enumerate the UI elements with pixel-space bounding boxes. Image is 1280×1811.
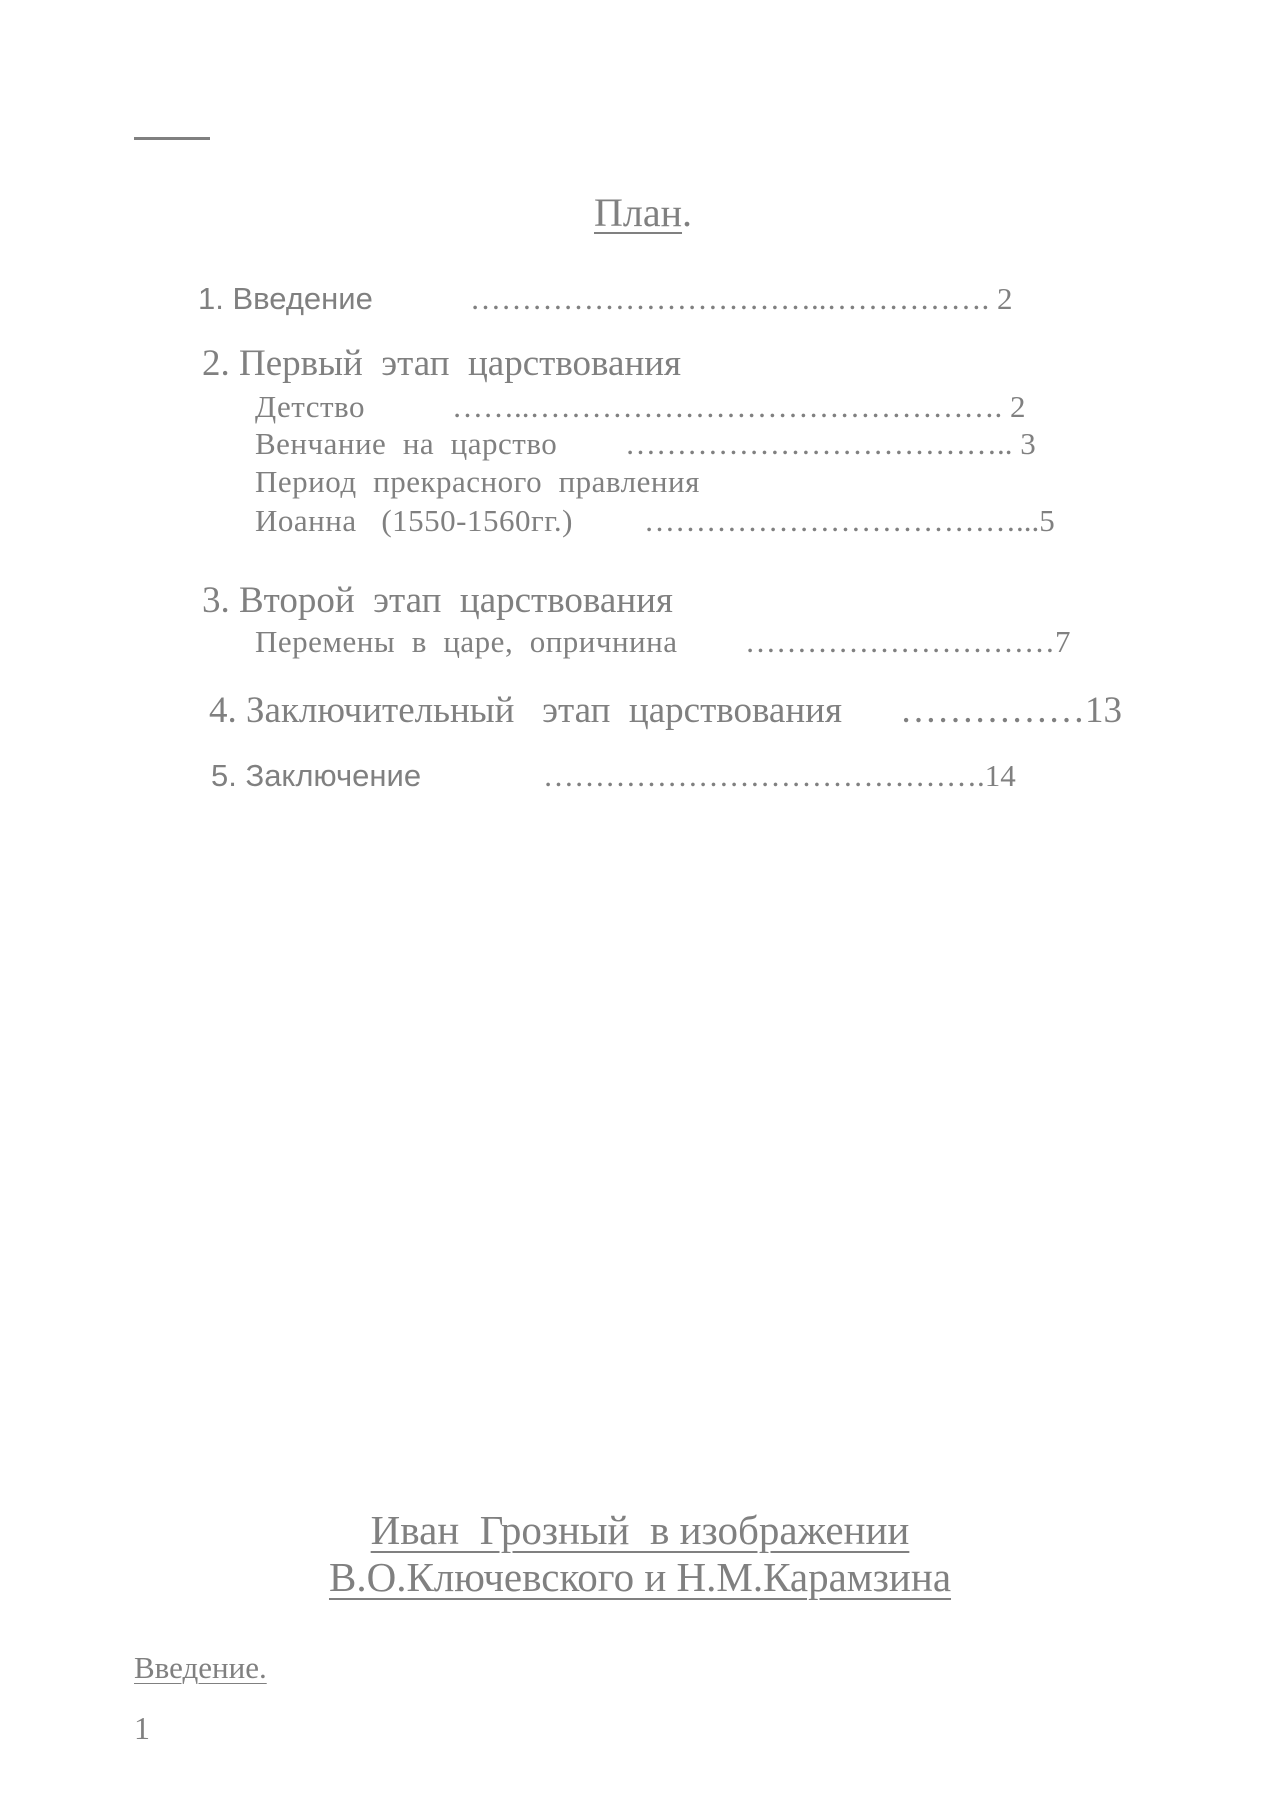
toc-intro-leader: ……………………………..……………. 2 [470, 281, 1013, 316]
toc-good-period-line1: Период прекрасного правления [255, 464, 700, 499]
top-rule [134, 137, 210, 140]
essay-title-line2 [0, 1554, 1280, 1600]
essay-title-line1-text: Иван Грозный в изображении [370, 1507, 910, 1553]
toc-intro-label: 1. Введение [198, 281, 373, 316]
toc-changes-leader: …………………………7 [745, 624, 1071, 659]
toc-conclusion-leader: …………………………………….14 [543, 758, 1016, 793]
plan-title-text: План [594, 190, 683, 235]
page-number: 1 [134, 1710, 150, 1746]
toc-coronation-leader: ……………………………….. 3 [625, 426, 1036, 461]
toc-first-stage-heading: 2. Первый этап царствования [202, 343, 682, 384]
intro-heading: Введение. [134, 1650, 267, 1685]
essay-title-line1 [0, 1507, 1280, 1553]
plan-title [594, 190, 693, 235]
essay-title-line2-text: В.О.Ключевского и Н.М.Карамзина [328, 1554, 952, 1600]
toc-final-stage-leader: ……………13 [900, 690, 1122, 731]
toc-coronation-label: Венчание на царство [255, 426, 558, 461]
toc-childhood-leader: ……..………………………………………. 2 [452, 389, 1026, 424]
plan-title-period: . [682, 190, 693, 235]
toc-good-period-label: Иоанна (1550-1560гг.) [255, 503, 573, 538]
toc-second-stage-heading: 3. Второй этап царствования [202, 580, 673, 621]
toc-conclusion-label: 5. Заключение [211, 758, 422, 793]
toc-final-stage-label: 4. Заключительный этап царствования [209, 690, 842, 731]
toc-good-period-leader: ………………………………...5 [644, 503, 1055, 538]
toc-childhood-label: Детство [255, 389, 365, 424]
toc-changes-label: Перемены в царе, опричнина [255, 624, 678, 659]
